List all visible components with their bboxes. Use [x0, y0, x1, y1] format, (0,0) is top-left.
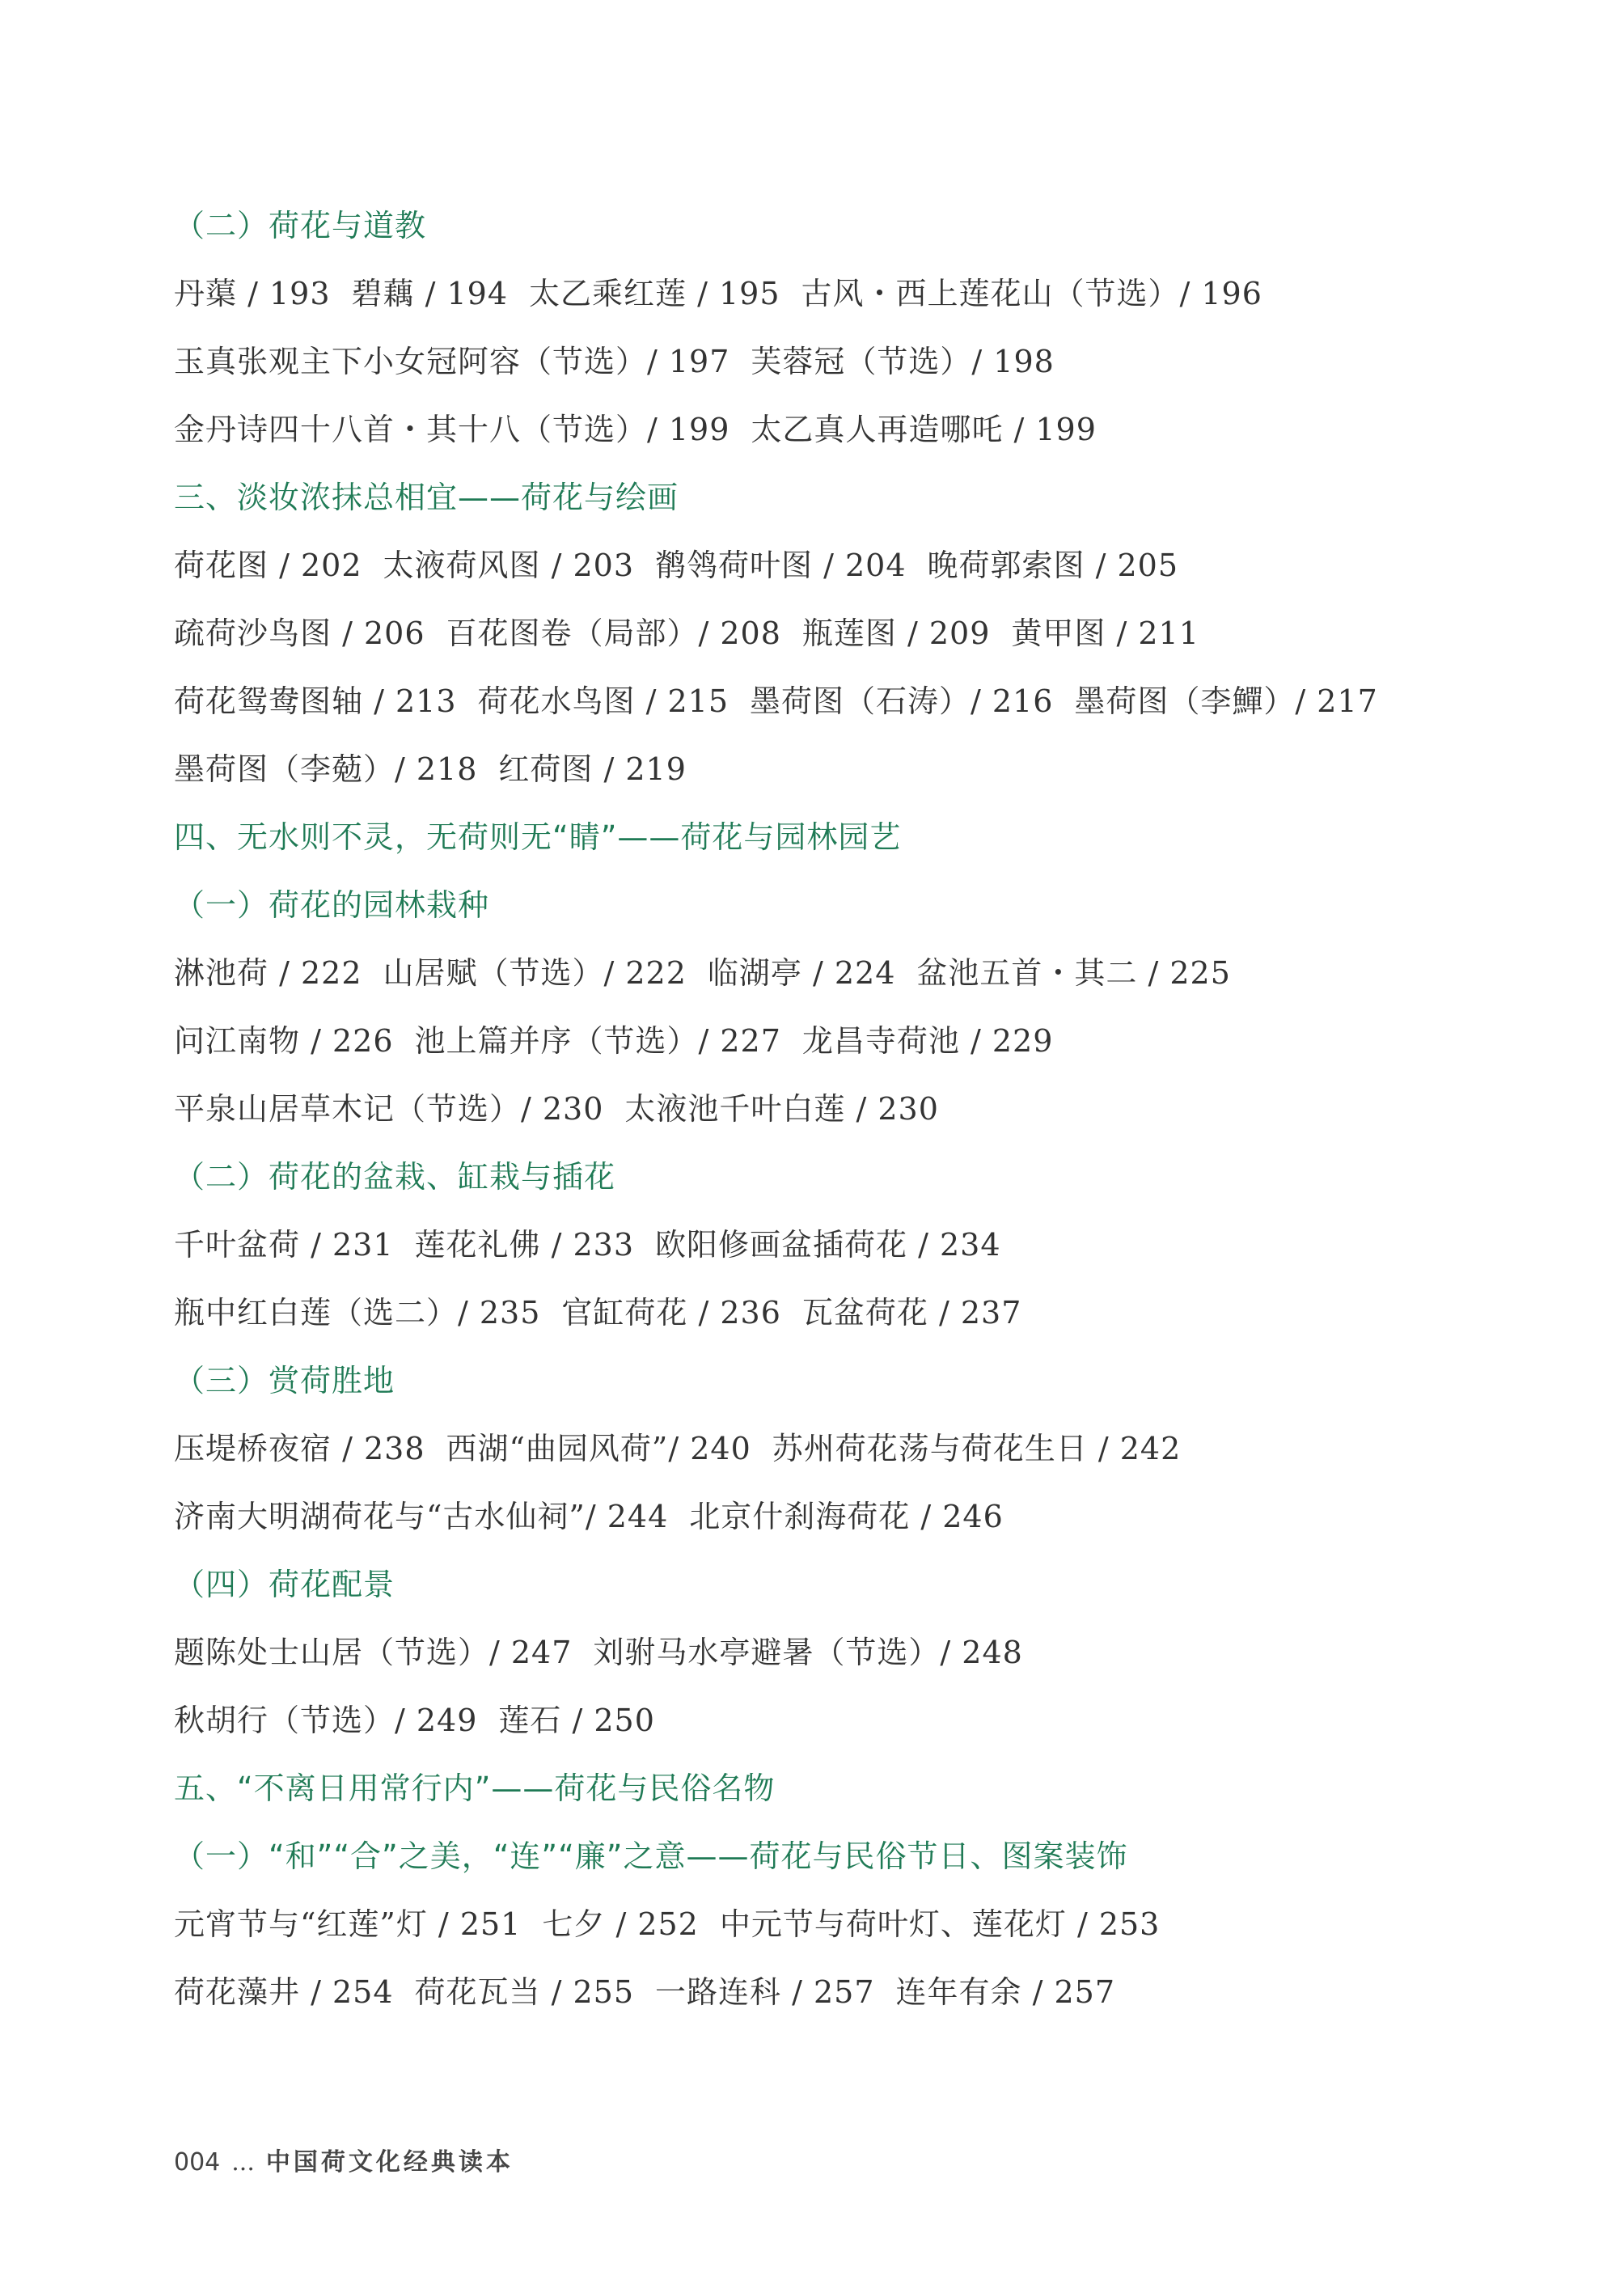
toc-entry: 碧藕 / 194: [351, 276, 508, 311]
toc-entry-line: [174, 1627, 1468, 1694]
toc-entry: 黄甲图 / 211: [1011, 616, 1199, 651]
toc-entry: 七夕 / 252: [542, 1906, 699, 1942]
toc-entry: 红荷图 / 219: [498, 751, 687, 787]
toc-entry: 中元节与荷叶灯、莲花灯 / 253: [719, 1906, 1161, 1942]
toc-entry-line: [174, 1423, 1468, 1491]
toc-entry-line: [174, 1015, 1468, 1083]
toc-entry: 龙昌寺荷池 / 229: [801, 1023, 1054, 1059]
toc-entry: 刘驸马水亭避暑（节选）/ 248: [593, 1635, 1023, 1670]
toc-entry: 鹡鸰荷叶图 / 204: [655, 548, 907, 583]
toc-entry: 莲石 / 250: [498, 1703, 655, 1738]
toc-entry-line: [174, 743, 1468, 811]
toc-entry: 荷花瓦当 / 255: [414, 1974, 634, 2010]
toc-entry-line: [174, 1287, 1468, 1355]
toc-entry-line: [174, 1219, 1468, 1287]
toc-entry: 济南大明湖荷花与“古水仙祠”/ 244: [174, 1499, 669, 1534]
toc-entry: 连年有余 / 257: [895, 1974, 1115, 2010]
toc-entry: 压堤桥夜宿 / 238: [174, 1431, 425, 1466]
section-heading: （二）荷花的盆栽、缸栽与插花: [174, 1159, 616, 1195]
toc-entry: 池上篇并序（节选）/ 227: [414, 1023, 781, 1059]
toc-entry: 瓶莲图 / 209: [801, 616, 991, 651]
toc-entry-line: [174, 1491, 1468, 1559]
toc-entry: 荷花藻井 / 254: [174, 1974, 394, 2010]
toc-entry: 一路连科 / 257: [655, 1974, 875, 2010]
toc-entry: 墨荷图（石涛）/ 216: [750, 683, 1054, 719]
toc-entry: 瓦盆荷花 / 237: [801, 1295, 1022, 1331]
page-number: 004: [174, 2148, 221, 2177]
toc-entry-line: [174, 404, 1468, 472]
section-heading: （一）荷花的园林栽种: [174, 887, 490, 923]
toc-entry-line: [174, 1898, 1468, 1966]
toc-entry: 荷花水鸟图 / 215: [477, 683, 729, 719]
toc-entry: 晚荷郭索图 / 205: [927, 548, 1178, 583]
toc-entry: 太液池千叶白莲 / 230: [624, 1091, 939, 1127]
toc-entry: 北京什刹海荷花 / 246: [689, 1499, 1004, 1534]
toc-entry-line: [174, 1083, 1468, 1151]
toc-entry-line: [174, 539, 1468, 607]
toc-entry-line: [174, 947, 1468, 1015]
toc-entry-line: [174, 675, 1468, 743]
toc-entry: 瓶中红白莲（选二）/ 235: [174, 1295, 541, 1331]
section-heading: 三、淡妆浓抹总相宜——荷花与绘画: [174, 480, 679, 515]
toc-entry: 太乙真人再造哪吒 / 199: [751, 412, 1097, 447]
toc-entry-line: [174, 268, 1468, 336]
page-footer: [174, 2142, 514, 2177]
toc-entry: 千叶盆荷 / 231: [174, 1227, 394, 1263]
toc-entry: 荷花鸳鸯图轴 / 213: [174, 683, 457, 719]
toc-entry: 太液荷风图 / 203: [383, 548, 634, 583]
book-title: 中国荷文化经典读本: [265, 2148, 514, 2177]
toc-entry: 官缸荷花 / 236: [561, 1295, 781, 1331]
toc-entry: 苏州荷花荡与荷花生日 / 242: [772, 1431, 1182, 1466]
section-heading: （四）荷花配景: [174, 1567, 395, 1602]
toc-entry: 盆池五首・其二 / 225: [916, 955, 1231, 991]
toc-entry-line: [174, 336, 1468, 404]
toc-entry-line: [174, 607, 1468, 675]
footer-separator: ...: [231, 2148, 255, 2177]
toc-entry: 百花图卷（局部）/ 208: [446, 616, 781, 651]
toc-entry: 西湖“曲园风荷”/ 240: [446, 1431, 751, 1466]
toc-entry: 临湖亭 / 224: [707, 955, 896, 991]
toc-entry: 墨荷图（李鱓）/ 217: [1074, 683, 1378, 719]
toc-entry: 芙蓉冠（节选）/ 198: [751, 344, 1055, 379]
toc-entry: 山居赋（节选）/ 222: [383, 955, 687, 991]
section-heading: 五、“不离日用常行内”——荷花与民俗名物: [174, 1771, 776, 1806]
toc-entry: 古风・西上莲花山（节选）/ 196: [801, 276, 1262, 311]
toc-entry: 莲花礼佛 / 233: [414, 1227, 634, 1263]
toc-entry: 题陈处士山居（节选）/ 247: [174, 1635, 573, 1670]
toc-entry: 丹蕖 / 193: [174, 276, 331, 311]
toc-entry: 荷花图 / 202: [174, 548, 362, 583]
toc-entry: 金丹诗四十八首・其十八（节选）/ 199: [174, 412, 730, 447]
toc-entry: 欧阳修画盆插荷花 / 234: [655, 1227, 1001, 1263]
section-heading: （一）“和”“合”之美，“连”“廉”之意——荷花与民俗节日、图案装饰: [174, 1838, 1128, 1874]
toc-entry-line: [174, 1694, 1468, 1762]
toc-entry: 玉真张观主下小女冠阿容（节选）/ 197: [174, 344, 730, 379]
toc-entry: 太乙乘红莲 / 195: [529, 276, 780, 311]
toc-entry: 元宵节与“红莲”灯 / 251: [174, 1906, 522, 1942]
toc-entry: 淋池荷 / 222: [174, 955, 362, 991]
section-heading: （三）赏荷胜地: [174, 1363, 395, 1398]
toc-entry: 墨荷图（李葂）/ 218: [174, 751, 478, 787]
section-heading: 四、无水则不灵，无荷则无“睛”——荷花与园林园艺: [174, 819, 902, 855]
toc-entry: 疏荷沙鸟图 / 206: [174, 616, 425, 651]
toc-entry: 秋胡行（节选）/ 249: [174, 1703, 478, 1738]
toc-entry-line: [174, 1966, 1468, 2034]
toc-entry: 问江南物 / 226: [174, 1023, 394, 1059]
toc-entry: 平泉山居草木记（节选）/ 230: [174, 1091, 604, 1127]
table-of-contents: [174, 200, 1468, 2034]
section-heading: （二）荷花与道教: [174, 208, 427, 243]
